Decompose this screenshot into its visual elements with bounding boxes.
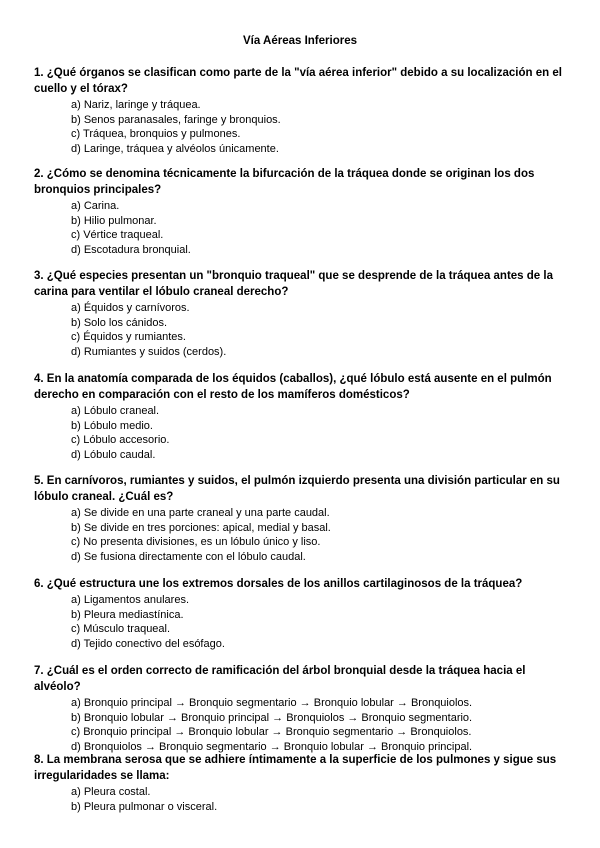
question-1	[34, 65, 564, 156]
option-b: b) Se divide en tres porciones: apical, medial y basal.	[71, 521, 331, 534]
option-list	[34, 301, 564, 359]
option-a: a) Bronquio principal → Bronquio segmentario → Bronquio lobular → Bronquiolos.	[71, 697, 473, 709]
option-list	[34, 785, 564, 814]
option-b: b) Bronquio lobular → Bronquio principal → Bronquiolos → Bronquio segmentario.	[71, 711, 473, 724]
option-list	[34, 98, 564, 156]
question-text: 3. ¿Qué especies presentan un "bronquio traqueal" que se desprende de la tráquea antes de la carina para ventilar el lóbulo craneal derecho?	[34, 270, 553, 298]
question-2	[34, 166, 564, 257]
option-list	[34, 506, 564, 564]
document-title: Vía Aéreas Inferiores	[243, 35, 357, 47]
option-d: d) Rumiantes y suidos (cerdos).	[71, 345, 227, 358]
question-7	[34, 663, 564, 754]
option-a: a) Se divide en una parte craneal y una parte caudal.	[71, 507, 330, 519]
option-d: d) Escotadura bronquial.	[71, 243, 191, 256]
option-a: a) Lóbulo craneal.	[71, 405, 160, 417]
option-c: c) No presenta divisiones, es un lóbulo único y liso.	[71, 536, 321, 549]
option-d: d) Tejido conectivo del esófago.	[71, 637, 225, 650]
question-text: 4. En la anatomía comparada de los équidos (caballos), ¿qué lóbulo está ausente en el pulmón derecho en comparación con el resto de los mamíferos domésticos?	[34, 373, 552, 401]
question-4	[34, 371, 564, 462]
option-a: a) Équidos y carnívoros.	[71, 302, 190, 314]
question-text: 8. La membrana serosa que se adhiere íntimamente a la superficie de los pulmones y sigue sus irregularidades se llama:	[34, 754, 557, 782]
question-8	[34, 752, 564, 814]
question-5	[34, 473, 564, 564]
question-3	[34, 268, 564, 359]
question-text: 2. ¿Cómo se denomina técnicamente la bifurcación de la tráquea donde se originan los dos bronquios principales?	[34, 168, 535, 196]
option-d: d) Bronquiolos → Bronquio segmentario → Bronquio lobular → Bronquio principal.	[71, 740, 473, 753]
option-c: c) Vértice traqueal.	[71, 229, 164, 242]
question-text: 5. En carnívoros, rumiantes y suidos, el pulmón izquierdo presenta una división particular en su lóbulo craneal. ¿Cuál es?	[34, 475, 560, 503]
option-a: a) Ligamentos anulares.	[71, 594, 190, 606]
option-list	[34, 696, 564, 754]
option-c: c) Lóbulo accesorio.	[71, 434, 170, 447]
option-c: c) Équidos y rumiantes.	[71, 331, 186, 344]
option-a: a) Nariz, laringe y tráquea.	[71, 99, 201, 111]
option-list	[34, 199, 564, 257]
option-a: a) Pleura costal.	[71, 786, 151, 798]
option-b: b) Solo los cánidos.	[71, 316, 167, 329]
option-list	[34, 404, 564, 462]
option-d: d) Laringe, tráquea y alvéolos únicamente.	[71, 142, 279, 155]
option-b: b) Lóbulo medio.	[71, 419, 153, 432]
option-c: c) Músculo traqueal.	[71, 623, 171, 636]
option-c: c) Bronquio principal → Bronquio lobular → Bronquio segmentario → Bronquiolos.	[71, 726, 472, 739]
option-b: b) Senos paranasales, faringe y bronquios.	[71, 113, 281, 126]
option-list	[34, 593, 564, 651]
option-b: b) Pleura mediastínica.	[71, 608, 184, 621]
question-text: 7. ¿Cuál es el orden correcto de ramificación del árbol bronquial desde la tráquea hacia el alvéolo?	[34, 665, 526, 693]
question-text: 1. ¿Qué órganos se clasifican como parte de la "vía aérea inferior" debido a su localización en el cuello y el tórax?	[34, 67, 562, 95]
question-text: 6. ¿Qué estructura une los extremos dorsales de los anillos cartilaginosos de la tráquea?	[34, 578, 523, 590]
option-c: c) Tráquea, bronquios y pulmones.	[71, 128, 241, 141]
option-a: a) Carina.	[71, 200, 120, 212]
question-6	[34, 576, 564, 651]
option-d: d) Se fusiona directamente con el lóbulo caudal.	[71, 550, 306, 563]
option-b: b) Pleura pulmonar o visceral.	[71, 800, 218, 813]
option-d: d) Lóbulo caudal.	[71, 448, 156, 461]
option-b: b) Hilio pulmonar.	[71, 214, 157, 227]
